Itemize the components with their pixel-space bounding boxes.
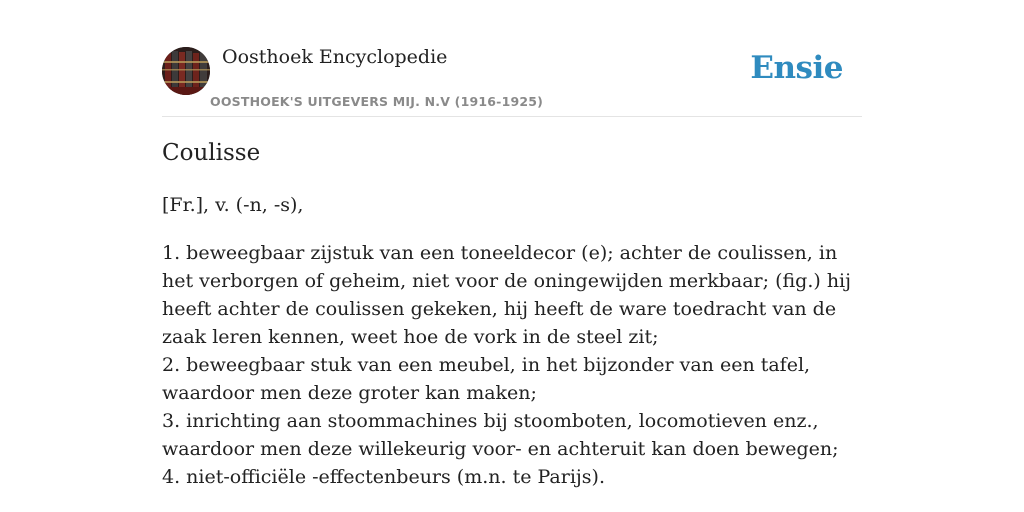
definition-item: 3. inrichting aan stoommachines bij stoomboten, locomotieven enz., waardoor men deze willekeurig voor- en achteruit kan doen bewegen; [162, 410, 839, 460]
entry-grammar: [Fr.], v. (-n, -s), [162, 194, 304, 216]
publication-subtitle: OOSTHOEK'S UITGEVERS MIJ. N.V (1916-1925) [210, 94, 544, 109]
publication-avatar[interactable] [162, 47, 210, 95]
definition-item: 4. niet-officiële -effectenbeurs (m.n. te Parijs). [162, 466, 606, 488]
ensie-logo[interactable]: Ensie [750, 50, 843, 86]
definition-item: 1. beweegbaar zijstuk van een toneeldecor (e); achter de coulissen, in het verborgen of geheim, niet voor de oningewijden merkbaar; (fig.) hij heeft achter de coulissen gekeken, hij heeft de ware toedracht van de zaak leren kennen, weet hoe de vork in de steel zit; [162, 242, 852, 348]
entry-definitions [162, 239, 867, 491]
page-container [162, 0, 862, 488]
encyclopedia-books-icon [162, 47, 210, 95]
publication-header [162, 0, 862, 117]
publication-title[interactable]: Oosthoek Encyclopedie [222, 46, 448, 68]
definition-item: 2. beweegbaar stuk van een meubel, in het bijzonder van een tafel, waardoor men deze groter kan maken; [162, 354, 811, 404]
entry-title: Coulisse [162, 140, 261, 166]
